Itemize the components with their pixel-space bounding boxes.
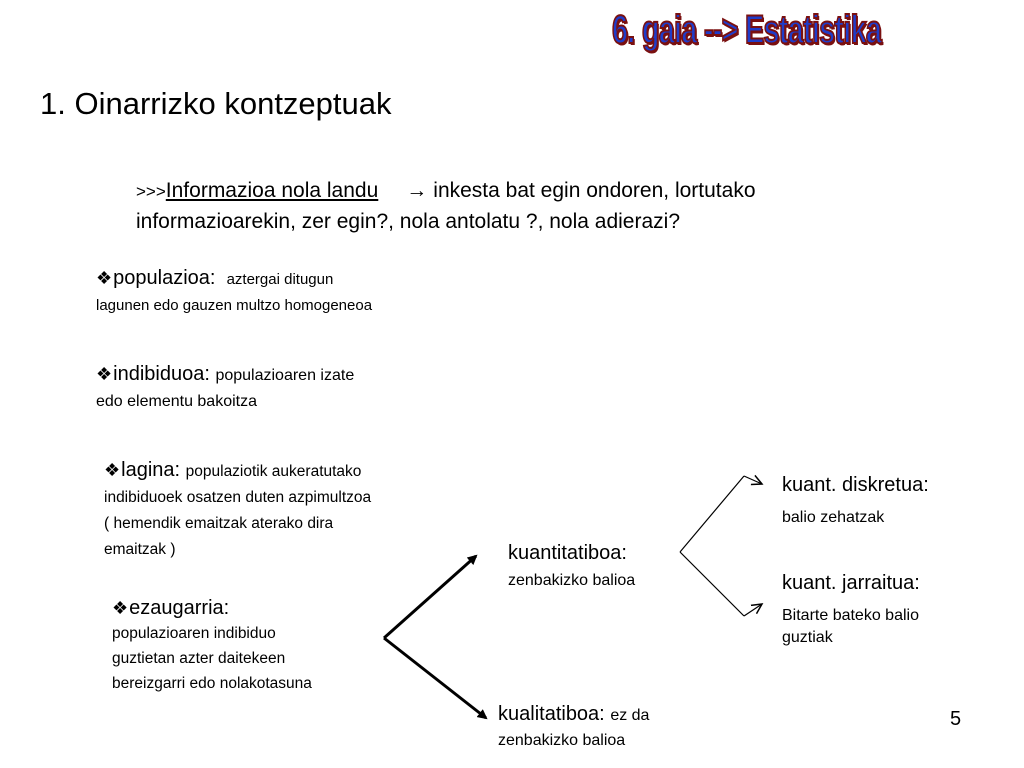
desc-lagina-2: indibiduoek osatzen duten azpimultzoa <box>104 489 372 506</box>
diamond-bullet-icon: ❖ <box>96 268 113 288</box>
desc-jarraitua-2: guztiak <box>782 629 833 646</box>
desc-diskretua: balio zehatzak <box>782 509 885 526</box>
desc-lagina-4: emaitzak ) <box>104 541 176 558</box>
diamond-bullet-icon: ❖ <box>96 364 113 384</box>
desc-lagina-3: ( hemendik emaitzak aterako dira <box>104 515 334 532</box>
desc-indibiduoa-2: edo elementu bakoitza <box>96 393 257 410</box>
intro-underlined: Informazioa nola landu <box>165 179 379 202</box>
desc-indibiduoa-1: populazioaren izate <box>215 367 355 384</box>
desc-populazioa-1: aztergai ditugun <box>226 271 334 288</box>
desc-kuantitatiboa: zenbakizko balioa <box>508 572 636 589</box>
desc-ezaugarria-2: guztietan azter daitekeen <box>112 650 286 667</box>
term-populazioa: populazioa: <box>113 267 216 289</box>
desc-kualitatiboa-1: ez da <box>610 707 650 724</box>
intro-text-1: inkesta bat egin ondoren, lortutako <box>433 179 756 202</box>
arrow-icon: → <box>406 179 428 202</box>
term-lagina: lagina: <box>121 459 181 481</box>
term-indibiduoa: indibiduoa: <box>113 363 210 385</box>
split-arrow-ezaugarria <box>384 556 486 718</box>
desc-kualitatiboa-2: zenbakizko balioa <box>498 732 626 749</box>
header-banner: 6. gaia --> Estatistika <box>612 8 882 52</box>
term-kualitatiboa: kualitatiboa: <box>498 703 605 725</box>
term-kuantitatiboa: kuantitatiboa: <box>508 542 627 564</box>
term-diskretua: kuant. diskretua: <box>782 474 929 496</box>
split-arrow-kuantitatiboa <box>680 476 762 616</box>
slide-title: 1. Oinarrizko kontzeptuak <box>40 86 392 121</box>
term-jarraitua: kuant. jarraitua: <box>782 572 920 594</box>
intro-prefix: >>> <box>136 182 166 201</box>
desc-jarraitua-1: Bitarte bateko balio <box>782 607 919 624</box>
desc-lagina-1: populaziotik aukeratutako <box>185 463 362 480</box>
intro-text-2: informazioarekin, zer egin?, nola antolatu ?, nola adierazi? <box>136 210 681 233</box>
page-number: 5 <box>950 708 962 730</box>
desc-ezaugarria-1: populazioaren indibiduo <box>112 625 276 642</box>
diamond-bullet-icon: ❖ <box>104 460 121 480</box>
desc-populazioa-2: lagunen edo gauzen multzo homogeneoa <box>96 297 373 314</box>
diamond-bullet-icon: ❖ <box>112 598 129 618</box>
desc-ezaugarria-3: bereizgarri edo nolakotasuna <box>112 675 312 692</box>
term-ezaugarria: ezaugarria: <box>129 597 230 619</box>
